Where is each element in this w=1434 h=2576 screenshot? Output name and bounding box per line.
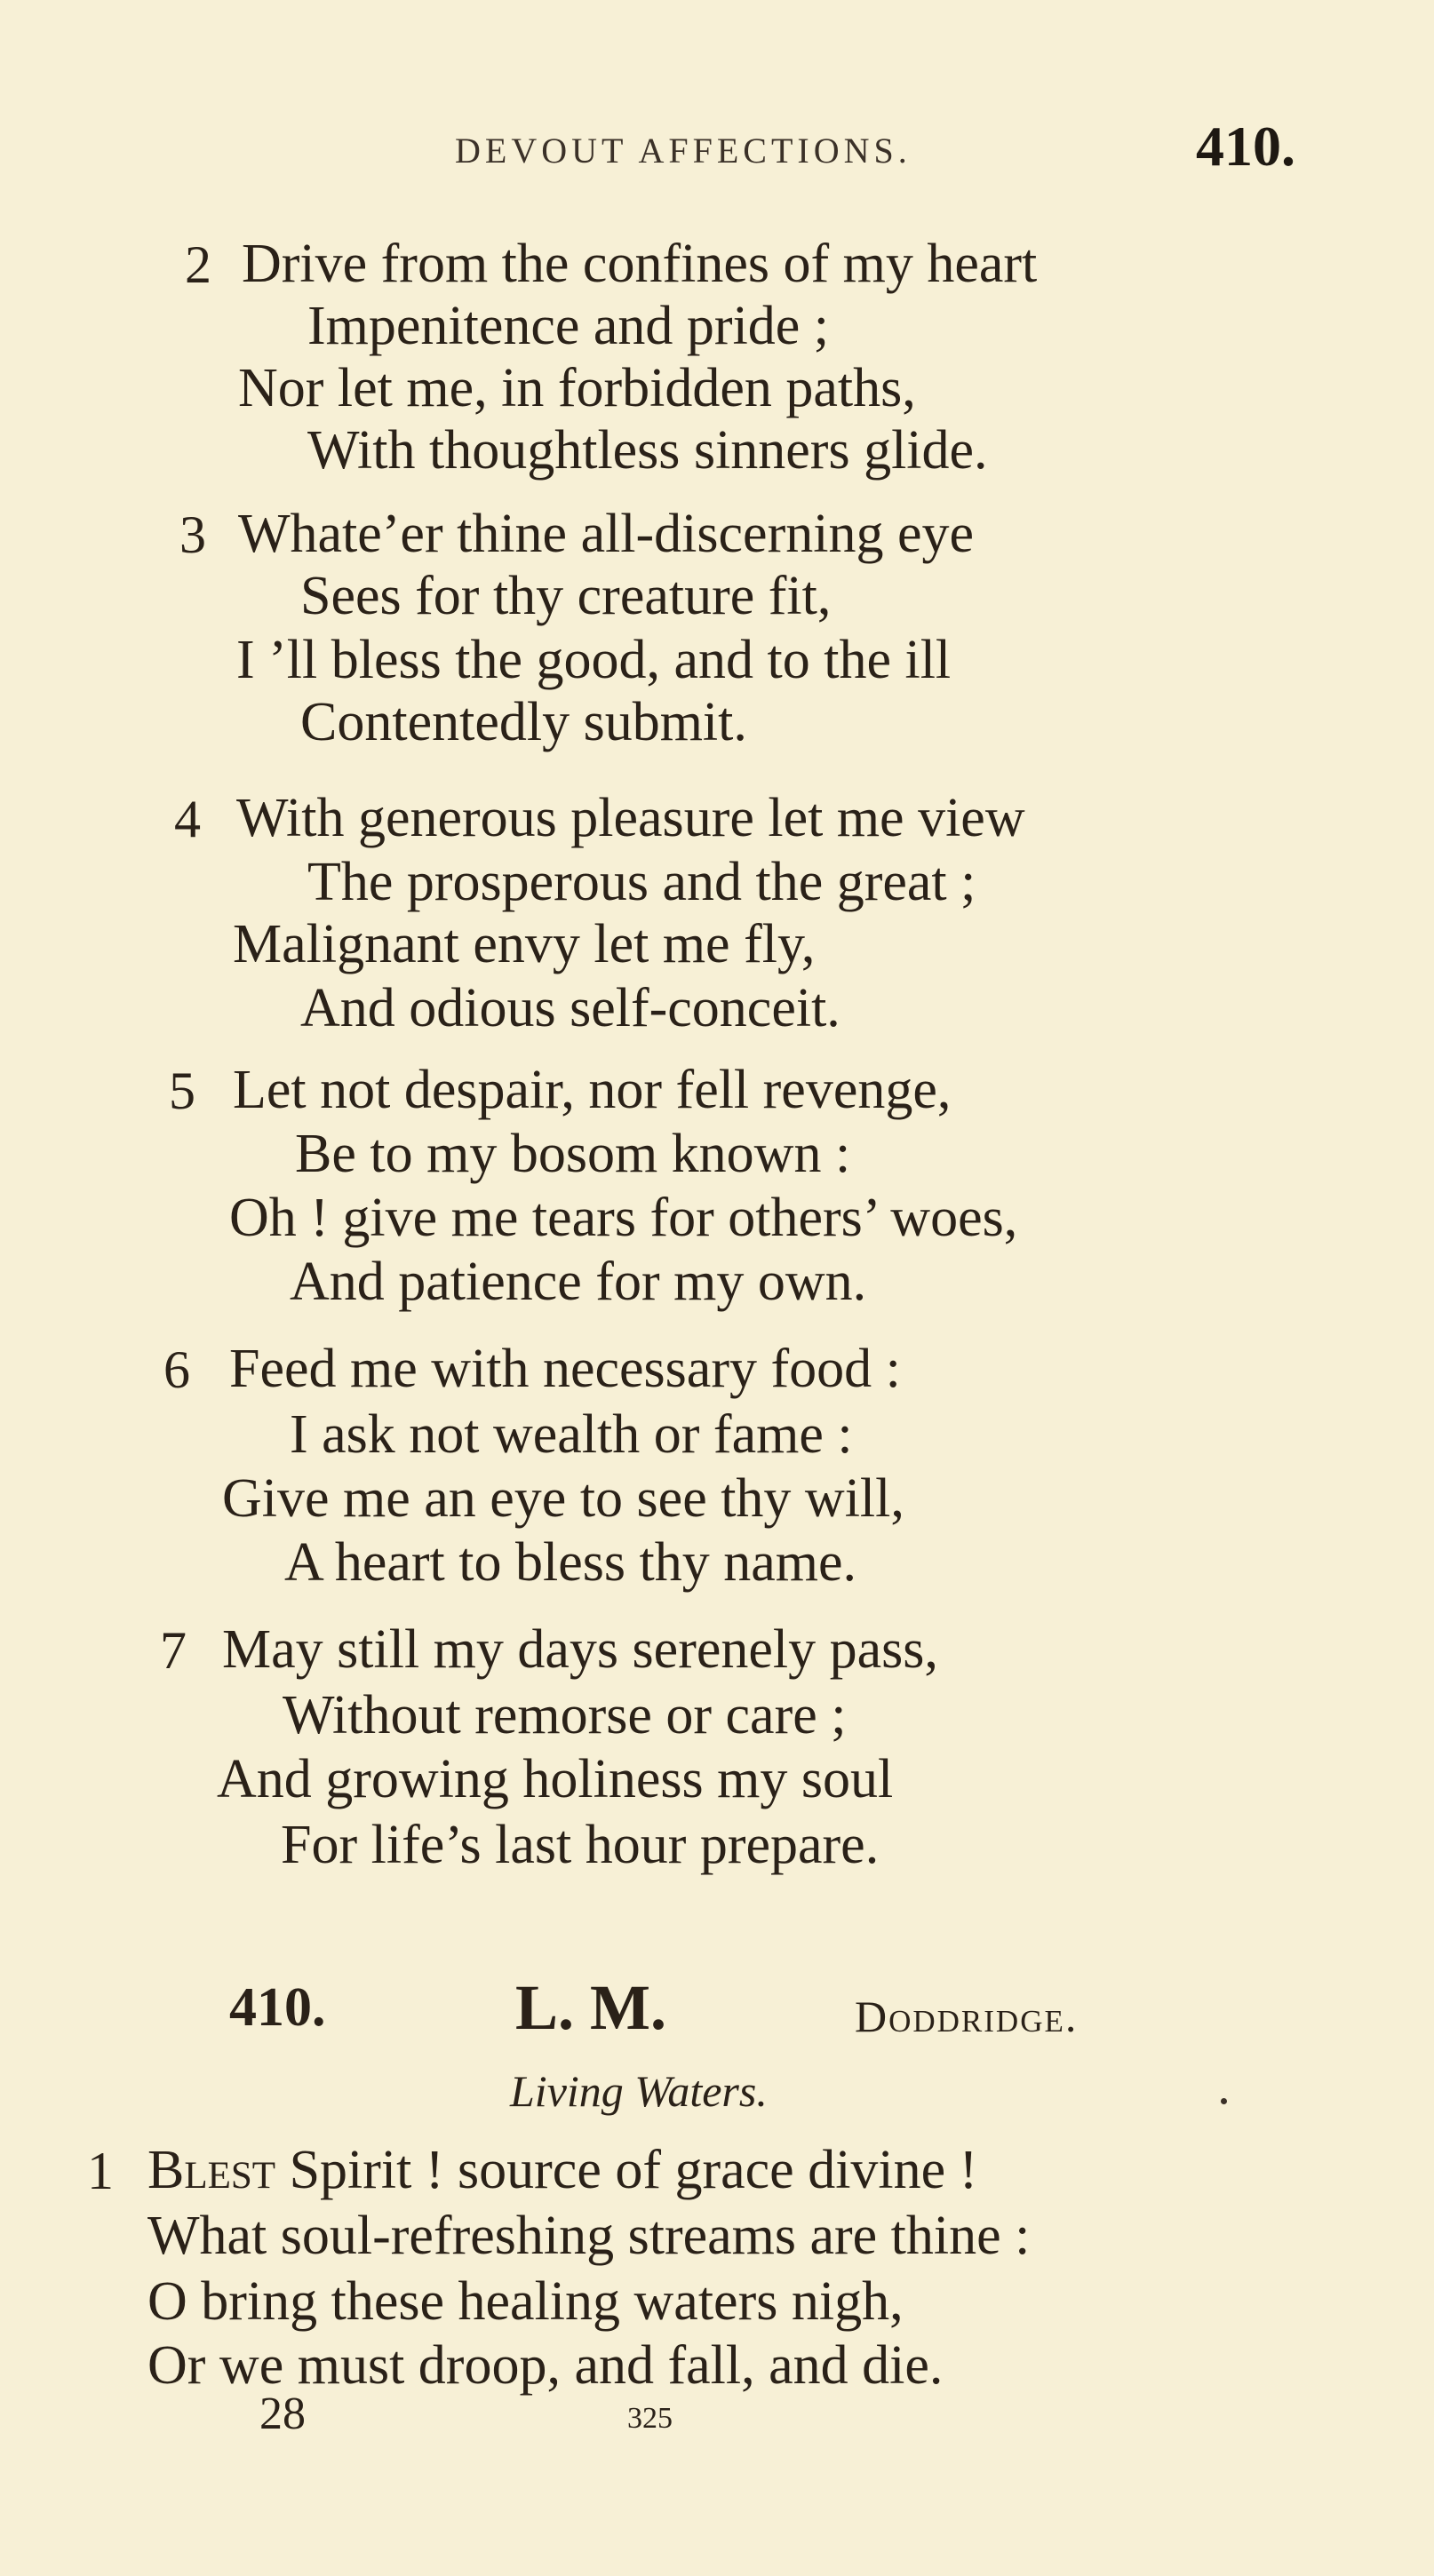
- verse-line: Be to my bosom known :: [295, 1124, 851, 1184]
- hymn-meter: L. M.: [515, 1972, 666, 2043]
- verse-line: Let not despair, nor fell revenge,: [233, 1060, 952, 1120]
- verse-line: Oh ! give me tears for others’ woes,: [229, 1188, 1018, 1248]
- page-number: 325: [627, 2402, 673, 2435]
- verse-line: Contentedly submit.: [300, 692, 747, 752]
- verse-line: O bring these healing waters nigh,: [147, 2271, 904, 2332]
- verse-line: Sees for thy creature fit,: [300, 566, 832, 626]
- hymn-subtitle: Living Waters.: [510, 2066, 768, 2116]
- verse-line: Or we must droop, and fall, and die.: [147, 2335, 944, 2396]
- verse-line: What soul-refreshing streams are thine :: [147, 2206, 1031, 2266]
- first-word: Blest: [147, 2140, 276, 2200]
- verse-line: May still my days serenely pass,: [222, 1619, 938, 1680]
- verse-number: 1: [87, 2142, 114, 2200]
- verse-line: A heart to bless thy name.: [284, 1532, 856, 1593]
- signature-mark: 28: [259, 2389, 306, 2439]
- header-hymn-number: 410.: [1196, 115, 1295, 178]
- verse-line: And patience for my own.: [290, 1252, 867, 1312]
- verse-number: 7: [160, 1621, 187, 1680]
- verse-line: Without remorse or care ;: [283, 1685, 847, 1745]
- verse-line: Whate’er thine all-discerning eye: [238, 504, 974, 564]
- verse-line: I ask not wealth or fame :: [290, 1404, 853, 1465]
- first-line-rest: Spirit ! source of grace divine !: [275, 2140, 978, 2200]
- hymn-author: Doddridge.: [855, 1992, 1079, 2041]
- verse-line: And growing holiness my soul: [217, 1749, 894, 1809]
- verse-number: 5: [169, 1061, 195, 1120]
- verse-line: Malignant envy let me fly,: [233, 914, 816, 974]
- verse-line: I ’ll bless the good, and to the ill: [236, 630, 952, 690]
- verse-number: 4: [174, 790, 201, 848]
- verse-line: Impenitence and pride ;: [307, 296, 830, 356]
- hymn-heading: [0, 1972, 1434, 2047]
- verse-line: For life’s last hour prepare.: [281, 1815, 880, 1875]
- verse-line: Give me an eye to see thy will,: [222, 1468, 904, 1529]
- stray-dot: [1221, 2098, 1227, 2104]
- verse-line: And odious self-conceit.: [300, 978, 840, 1038]
- running-title: DEVOUT AFFECTIONS.: [455, 131, 912, 171]
- verse-line: The prosperous and the great ;: [307, 852, 976, 912]
- verse-line: With generous pleasure let me view: [236, 788, 1025, 848]
- verse-line: With thoughtless sinners glide.: [307, 420, 988, 481]
- verse-number: 6: [163, 1340, 190, 1399]
- verse-number: 3: [179, 505, 206, 564]
- verse-line: Drive from the confines of my heart: [242, 234, 1038, 294]
- verse-line: Feed me with necessary food :: [229, 1339, 901, 1399]
- verse-line: [147, 2140, 978, 2200]
- verse-number: 2: [185, 235, 211, 294]
- hymn-number: 410.: [229, 1977, 326, 2038]
- verse-line: Nor let me, in forbidden paths,: [238, 358, 916, 418]
